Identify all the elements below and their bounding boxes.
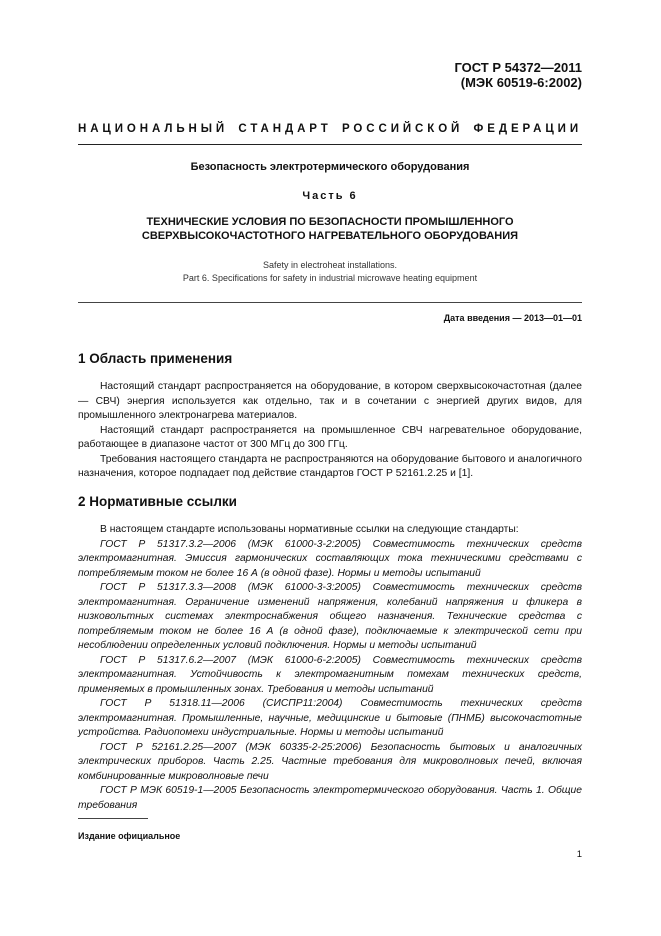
introduction-date: Дата введения — 2013—01—01 [443, 313, 582, 323]
national-standard-banner: НАЦИОНАЛЬНЫЙ СТАНДАРТ РОССИЙСКОЙ ФЕДЕРАЦИИ [78, 123, 582, 135]
reference-item: ГОСТ Р 52161.2.25—2007 (МЭК 60335-2-25:2006) Безопасность бытовых и аналогичных электрических приборов. Часть 2.25. Частные требования для микроволновых печей, включая комбинированные микроволновые печи [78, 741, 582, 782]
reference-item: ГОСТ Р 51317.3.3—2008 (МЭК 61000-3-3:2005) Совместимость технических средств электромагнитная. Ограничение изменений напряжения, колебаний напряжения и фликера в низковольтных системах электроснабжения общего назначения. Технические средства с потребляемым током не более 16 А (в одной фазе), подключаемые к электрической сети при несоблюдении определенных условий подключения. Нормы и методы испытаний [78, 582, 582, 651]
iec-number: (МЭК 60519-6:2002) [460, 75, 582, 90]
standard-title [78, 215, 582, 243]
section-heading: 1 Область применения [78, 351, 233, 366]
gost-designation [454, 60, 582, 90]
title-line: СВЕРХВЫСОКОЧАСТОТНОГО НАГРЕВАТЕЛЬНОГО ОБОРУДОВАНИЯ [141, 230, 519, 242]
title-divider [78, 302, 582, 303]
header-divider [78, 144, 582, 145]
english-title-line: Safety in electroheat installations. [262, 260, 398, 270]
standard-subject: Безопасность электротермического оборудования [190, 161, 470, 173]
part-label: Часть 6 [302, 190, 358, 202]
footer-divider [78, 818, 148, 819]
english-title [78, 259, 582, 285]
title-line: ТЕХНИЧЕСКИЕ УСЛОВИЯ ПО БЕЗОПАСНОСТИ ПРОМЫШЛЕННОГО [146, 216, 514, 228]
reference-item: ГОСТ Р 51317.3.2—2006 (МЭК 61000-3-2:2005) Совместимость технических средств электромагнитная. Эмиссия гармонических составляющих тока техническими средствами с потребляемым током не более 16 А (в одной фазе). Нормы и методы испытаний [78, 538, 582, 579]
section-heading: 2 Нормативные ссылки [78, 494, 237, 509]
reference-item: ГОСТ Р МЭК 60519-1—2005 Безопасность электротермического оборудования. Часть 1. Общие требования [78, 785, 582, 811]
section-normative-references [78, 494, 582, 813]
english-title-line: Part 6. Specifications for safety in industrial microwave heating equipment [182, 273, 478, 283]
paragraph: Настоящий стандарт распространяется на промышленное СВЧ нагревательное оборудование, работающее в диапазоне частот от 300 МГц до 300 ГГц. [78, 424, 582, 450]
paragraph: Настоящий стандарт распространяется на оборудование, в котором сверхвысокочастотная (далее — СВЧ) энергия используется как отдельно, так и в сочетании с энергией других видов, для промышленного электронагрева материалов. [78, 381, 582, 421]
paragraph: Требования настоящего стандарта не распространяются на оборудование бытового и аналогичного назначения, которое подпадает под действие стандартов ГОСТ Р 52161.2.25 и [1]. [78, 453, 582, 479]
paragraph: В настоящем стандарте использованы нормативные ссылки на следующие стандарты: [100, 524, 519, 535]
reference-item: ГОСТ Р 51318.11—2006 (СИСПР11:2004) Совместимость технических средств электромагнитная. Промышленные, научные, медицинские и бытовые (ПНМБ) высокочастотные устройства. Радиопомехи индустриальные. Нормы и методы испытаний [78, 698, 582, 738]
gost-number: ГОСТ Р 54372—2011 [454, 60, 582, 75]
section-scope [78, 351, 582, 482]
page-number: 1 [576, 849, 582, 860]
edition-note: Издание официальное [78, 831, 181, 841]
reference-item: ГОСТ Р 51317.6.2—2007 (МЭК 61000-6-2:2005) Совместимость технических средств электромагнитная. Устойчивость к электромагнитным помехам технических средств, применяемых в промышленных зонах. Требования и методы испытаний [78, 654, 582, 695]
